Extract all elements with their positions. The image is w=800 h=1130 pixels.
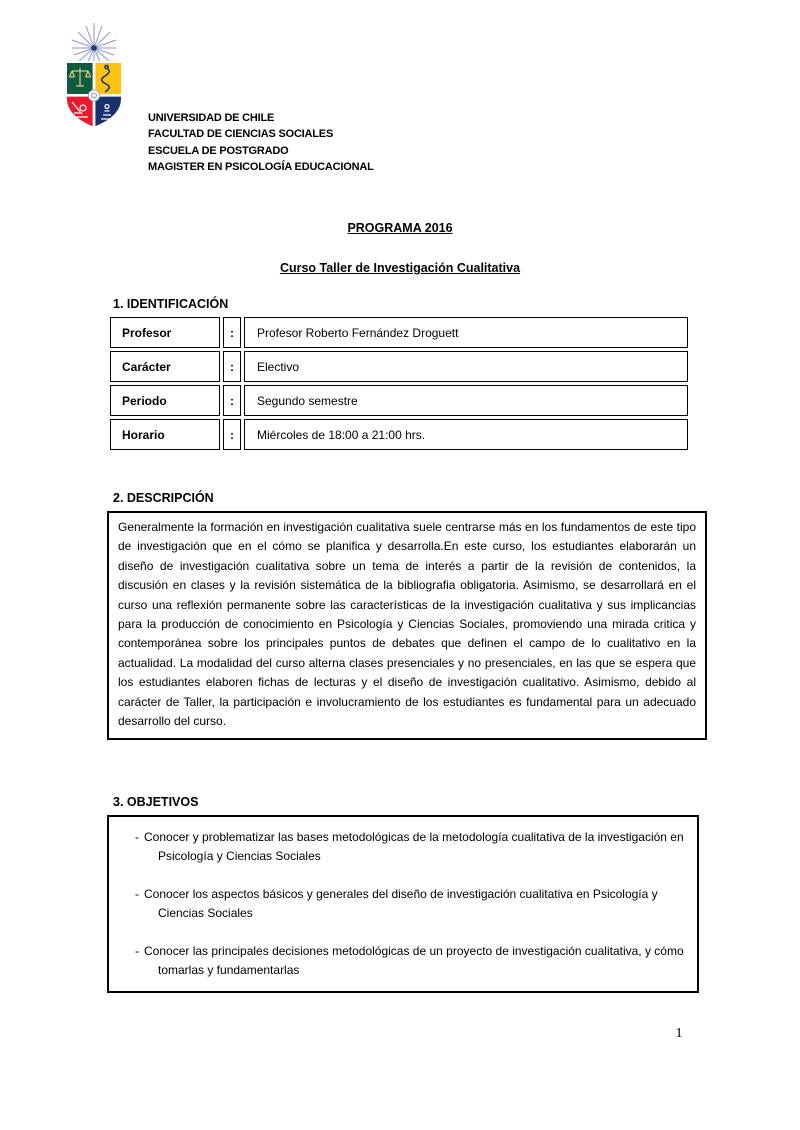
row-separator: : [223, 317, 241, 348]
row-value: Electivo [244, 351, 688, 382]
objective-item [109, 828, 687, 867]
row-separator: : [223, 385, 241, 416]
row-label: Periodo [110, 385, 220, 416]
identification-table [107, 314, 691, 453]
objective-item [109, 942, 687, 981]
institution-line-school: ESCUELA DE POSTGRADO [148, 144, 289, 157]
objective-text: Conocer los aspectos básicos y generales del diseño de investigación cualitativa en Psicología y Ciencias Sociales [144, 886, 658, 921]
row-label: Horario [110, 419, 220, 450]
program-title: PROGRAMA 2016 [347, 221, 453, 235]
description-box [107, 511, 707, 740]
row-value: Miércoles de 18:00 a 21:00 hrs. [244, 419, 688, 450]
institution-line-magister: MAGISTER EN PSICOLOGÍA EDUCACIONAL [148, 161, 374, 174]
row-separator: : [223, 419, 241, 450]
bullet-dash: - [135, 830, 139, 844]
table-row [110, 351, 688, 382]
institution-header [148, 110, 374, 176]
institution-line-university: UNIVERSIDAD DE CHILE [148, 112, 275, 124]
table-row [110, 317, 688, 348]
course-title: Curso Taller de Investigación Cualitativa [279, 261, 521, 275]
table-row [110, 385, 688, 416]
objectives-heading: 3. OBJETIVOS [113, 795, 199, 809]
row-value: Profesor Roberto Fernández Droguett [244, 317, 688, 348]
objective-text: Conocer las principales decisiones metodológicas de un proyecto de investigación cualitativa, y cómo tomarlas y fundamentarlas [144, 943, 684, 978]
row-label: Carácter [110, 351, 220, 382]
bullet-dash: - [135, 886, 139, 901]
bullet-dash: - [135, 943, 139, 958]
institution-line-faculty: FACULTAD DE CIENCIAS SOCIALES [148, 128, 334, 141]
page-number: 1 [675, 1026, 683, 1041]
identification-heading: 1. IDENTIFICACIÓN [113, 297, 229, 311]
row-value: Segundo semestre [244, 385, 688, 416]
row-separator: : [223, 351, 241, 382]
description-heading: 2. DESCRIPCIÓN [113, 491, 214, 505]
starburst-core [91, 45, 97, 51]
starburst-icon [72, 23, 116, 64]
objectives-box [107, 815, 699, 993]
medallion-icon [89, 90, 100, 101]
university-logo [60, 20, 128, 136]
university-crest-icon [60, 20, 128, 136]
objective-text: Conocer y problematizar las bases metodológicas de la metodología cualitativa de la investigación en Psicología y Ciencias Sociales [144, 830, 684, 864]
description-text: Generalmente la formación en investigación cualitativa suele centrarse más en los fundamentos de este tipo de investigación que en el cómo se planifica y desarrolla.En este curso, los estudiantes elaborarán un diseño de investigación cualitativa sobre un tema de interés a partir de la revisión de contenidos, la discusión en clases y la revisión sistemática de la bibliografia obligatoria. Asimismo, se desarrollará en el curso una reflexión permanente sobre las características de la investigación cualitativa y sus implicancias para la producción de conocimiento en Psicología y Ciencias Sociales, promoviendo una mirada critica y contemporánea sobre los principales puntos de debates que definen el campo de lo cualitativo en la actualidad. La modalidad del curso alterna clases presenciales y no presenciales, en las que se espera que los estudiantes elaboren fichas de lecturas y el diseño de investigación cualitativo. Asimismo, debido al carácter de Taller, la participación e involucramiento de los estudiantes es fundamental para un adecuado desarrollo del curso. [118, 520, 696, 729]
objective-item [109, 885, 687, 924]
row-label: Profesor [110, 317, 220, 348]
table-row [110, 419, 688, 450]
